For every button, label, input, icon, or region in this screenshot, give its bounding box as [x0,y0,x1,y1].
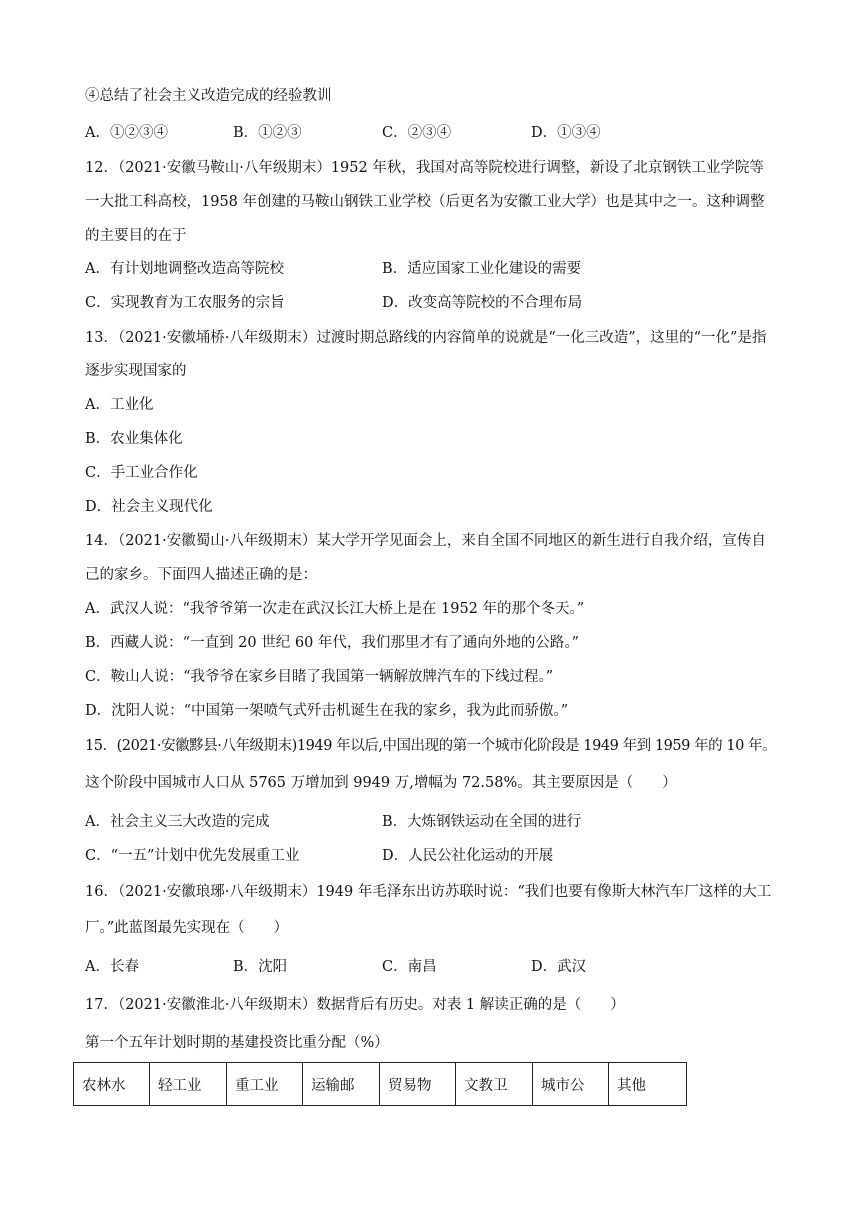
q15-stem-line1: 15．(2021·安徽黟县·八年级期末)1949 年以后,中国出现的第一个城市化阶段是 1949 年到 1959 年的 10 年。 [85,738,777,754]
q15-option-b: B．大炼钢铁运动在全国的进行 [382,814,582,830]
investment-table [73,1062,687,1106]
q15-option-c: C．“一五”计划中优先发展重工业 [85,848,300,864]
q12-option-b: B．适应国家工业化建设的需要 [382,261,582,277]
q16-stem-line1: 16．（2021·安徽琅琊·八年级期末）1949 年毛泽东出访苏联时说：“我们也要有像斯大林汽车厂这样的大工 [85,884,772,900]
q11-option-b: B．①②③ [233,125,302,141]
q12-option-d: D．改变高等院校的不合理布局 [382,295,583,311]
q15-option-d: D．人民公社化运动的开展 [382,848,554,864]
q16-option-b: B．沈阳 [233,959,288,975]
table-row [74,1063,687,1106]
q14-option-d: D．沈阳人说：“中国第一架喷气式歼击机诞生在我的家乡，我为此而骄傲。” [85,703,569,719]
q16-option-a: A．长春 [85,959,139,975]
q13-stem-line1: 13．（2021·安徽埇桥·八年级期末）过渡时期总路线的内容简单的说就是“一化三改造”，这里的“一化”是指 [85,330,767,346]
q14-stem-line1: 14．（2021·安徽蜀山·八年级期末）某大学开学见面会上，来自全国不同地区的新生进行自我介绍，宣传自 [85,533,766,549]
table-header-cell: 贸易物 [380,1063,456,1106]
q11-option-d: D．①③④ [531,125,601,141]
q16-option-c: C．南昌 [382,959,437,975]
table-header-cell: 轻工业 [150,1063,227,1106]
q14-option-a: A．武汉人说：“我爷爷第一次走在武汉长江大桥上是在 1952 年的那个冬天。” [85,601,585,617]
q12-stem-line1: 12．（2021·安徽马鞍山·八年级期末）1952 年秋，我国对高等院校进行调整，新设了北京钢铁工业学院等 [85,160,764,176]
table-header-cell: 其他 [609,1063,687,1106]
table-header-cell: 城市公 [533,1063,609,1106]
q12-stem-line3: 的主要目的在于 [85,228,187,244]
q15-option-a: A．社会主义三大改造的完成 [85,814,270,830]
q13-stem-line2: 逐步实现国家的 [85,363,187,379]
q14-stem-line2: 己的家乡。下面四人描述正确的是： [85,567,317,583]
q14-option-c: C．鞍山人说：“我爷爷在家乡目睹了我国第一辆解放牌汽车的下线过程。” [85,669,554,685]
q13-option-c: C．手工业合作化 [85,465,198,481]
q16-stem-line2: 厂。”此蓝图最先实现在（ ） [85,920,289,936]
q12-stem-line2: 一大批工科高校，1958 年创建的马鞍山钢铁工业学校（后更名为安徽工业大学）也是其中之一。这种调整 [85,194,765,210]
q14-option-b: B．西藏人说：“一直到 20 世纪 60 年代，我们那里才有了通向外地的公路。” [85,635,580,651]
q11-item-4: ④总结了社会主义改造完成的经验教训 [85,88,332,104]
table-header-cell: 农林水 [74,1063,150,1106]
q13-option-d: D．社会主义现代化 [85,499,213,515]
q16-option-d: D．武汉 [531,959,587,975]
q17-stem-line1: 17．（2021·安徽淮北·八年级期末）数据背后有历史。对表 1 解读正确的是（ ） [85,997,625,1013]
q17-table-caption: 第一个五年计划时期的基建投资比重分配（%） [85,1035,389,1051]
q11-option-c: C．②③④ [382,125,452,141]
q15-stem-line2: 这个阶段中国城市人口从 5765 万增加到 9949 万,增幅为 72.58%。其主要原因是（ ） [85,775,677,791]
table-header-cell: 文教卫 [456,1063,533,1106]
table-header-cell: 运输邮 [303,1063,380,1106]
q12-option-a: A．有计划地调整改造高等院校 [85,261,284,277]
q12-option-c: C．实现教育为工农服务的宗旨 [85,295,285,311]
q13-option-b: B．农业集体化 [85,431,183,447]
table-header-cell: 重工业 [227,1063,303,1106]
q13-option-a: A．工业化 [85,397,154,413]
q11-option-a: A．①②③④ [85,125,168,141]
